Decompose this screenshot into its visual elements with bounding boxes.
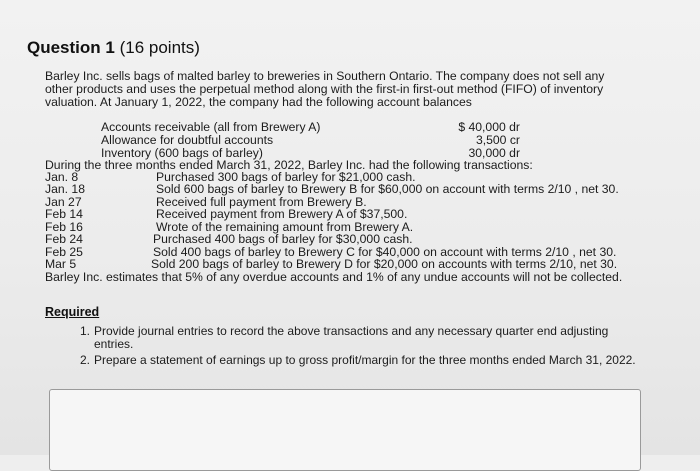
balance-amount: $ 40,000 dr [458,120,520,134]
required-list [80,325,640,371]
transaction-text: Purchased 300 bags of barley for $21,000 cash. [156,170,416,184]
required-item-text: Provide journal entries to record the above transactions and any necessary quarter end adjusting entries. [94,324,609,351]
transaction-text: Sold 600 bags of barley to Brewery B for $60,000 on account with terms 2/10 , net 30. [156,182,619,196]
transaction-text: Received full payment from Brewery B. [156,195,367,209]
question-title [27,38,200,58]
required-item [80,354,640,367]
transaction-text: Received payment from Brewery A of $37,500. [156,207,408,221]
transaction-date: Jan. 8 [45,170,79,184]
transaction-text: Wrote of the remaining amount from Brewery A. [156,220,414,234]
transaction-text: Sold 400 bags of barley to Brewery C for $40,000 on account with terms 2/10 , net 30. [153,245,617,259]
question-points: (16 points) [119,38,200,57]
required-item-text: Prepare a statement of earnings up to gross profit/margin for the three months ended March 31, 2022. [94,353,636,367]
transaction-text: Sold 200 bags of barley to Brewery D for $20,000 on accounts with terms 2/10, net 30. [151,257,618,271]
question-number: Question 1 [27,38,115,57]
estimate-note: Barley Inc. estimates that 5% of any overdue accounts and 1% of any undue accounts will not be collected. [45,270,623,284]
transaction-date: Feb 14 [45,207,83,221]
balance-amount: 30,000 dr [468,146,520,160]
transaction-text: Purchased 400 bags of barley for $30,000 cash. [153,232,413,246]
balance-label: Allowance for doubtful accounts [101,133,274,147]
transactions-intro: During the three months ended March 31, 2022, Barley Inc. had the following transactions: [45,158,533,172]
required-item [80,325,640,350]
transaction-date: Mar 5 [45,257,77,271]
intro-line-2: other products and uses the perpetual method along with the first-in first-out method (FIFO) of inventory [45,82,604,96]
transaction-date: Feb 24 [45,232,83,246]
balance-label: Inventory (600 bags of barley) [101,146,263,160]
transaction-date: Feb 16 [45,220,83,234]
answer-text-area[interactable] [49,389,641,471]
balance-label: Accounts receivable (all from Brewery A) [101,120,321,134]
required-item-number: 1. [80,324,91,338]
transaction-date: Jan 27 [45,195,82,209]
transaction-date: Jan. 18 [45,182,85,196]
intro-line-3: valuation. At January 1, 2022, the company had the following account balances [45,95,472,109]
transaction-date: Feb 25 [45,245,83,259]
required-heading: Required [45,305,100,319]
balance-amount: 3,500 cr [475,133,520,147]
intro-line-1: Barley Inc. sells bags of malted barley to breweries in Southern Ontario. The company does not sell any [45,69,605,83]
required-item-number: 2. [80,353,91,367]
